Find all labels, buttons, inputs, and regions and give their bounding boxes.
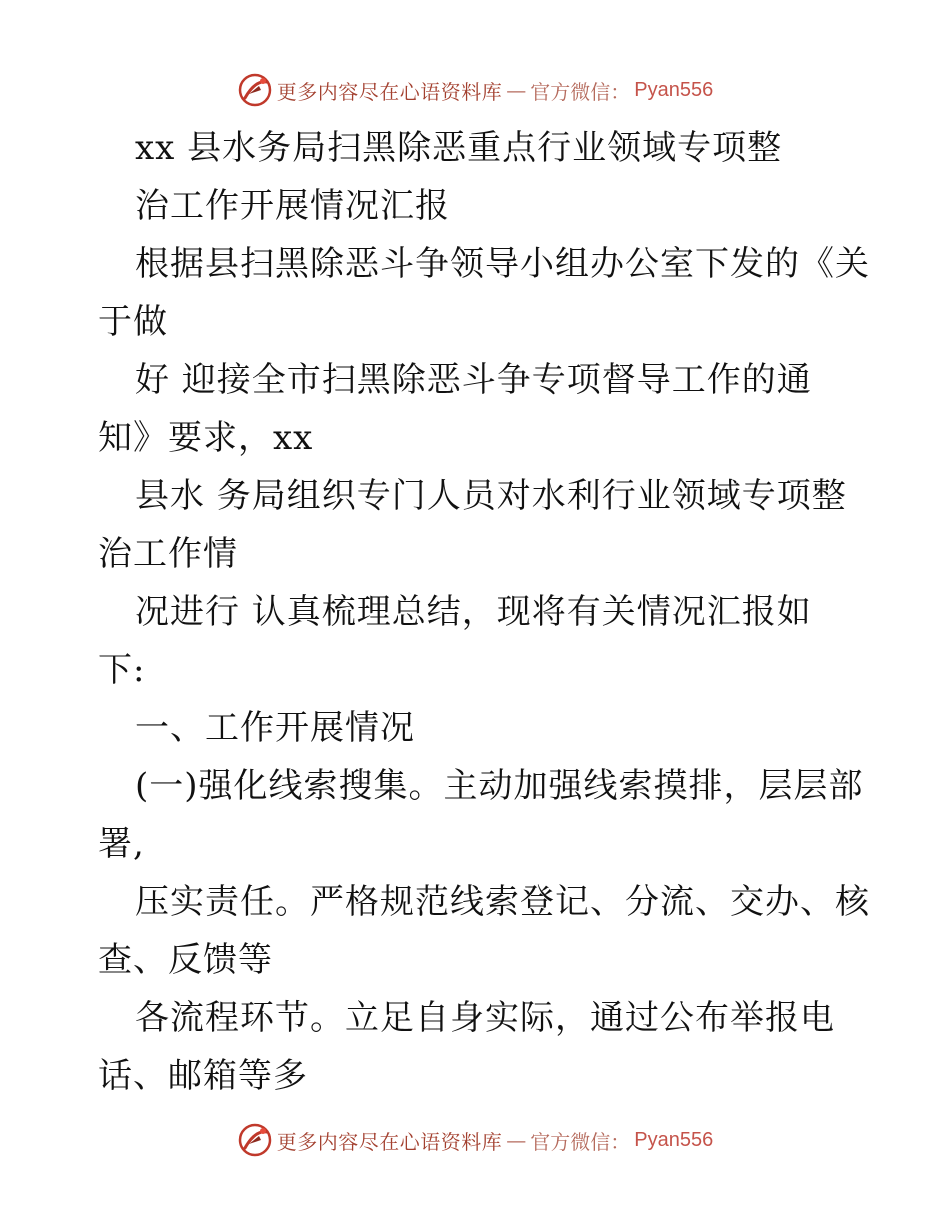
title-line-2: 治工作开展情况汇报	[135, 186, 450, 226]
body-line: 治工作情	[98, 534, 238, 574]
watermark-wechat-id: Pyan556	[634, 78, 714, 101]
logo-icon	[237, 1122, 273, 1158]
body-line: 知》要求，xx	[98, 418, 314, 458]
watermark-wechat-id: Pyan556	[634, 1128, 714, 1151]
watermark-separator: —	[506, 1128, 527, 1152]
body-line: 各流程环节。立足自身实际，通过公布举报电	[135, 998, 835, 1038]
body-line: 压实责任。严格规范线索登记、分流、交办、核	[135, 882, 870, 922]
section-heading: 一、工作开展情况	[135, 708, 415, 748]
logo-icon	[237, 72, 273, 108]
watermark-wechat-label: 官方微信：	[530, 1129, 631, 1154]
body-line: 根据县扫黑除恶斗争领导小组办公室下发的《关	[135, 244, 870, 284]
body-line: 县水 务局组织专门人员对水利行业领域专项整	[135, 476, 847, 516]
body-line: 下:	[98, 650, 146, 690]
watermark-wechat-label: 官方微信：	[530, 79, 631, 104]
body-line: 况进行 认真梳理总结，现将有关情况汇报如	[135, 592, 812, 632]
watermark-banner-top	[0, 70, 950, 110]
body-line: 好 迎接全市扫黑除恶斗争专项督导工作的通	[135, 360, 812, 400]
body-line: (一)强化线索搜集。主动加强线索摸排，层层部	[135, 766, 864, 806]
body-line: 于做	[98, 302, 168, 342]
body-line: 话、邮箱等多	[98, 1056, 308, 1096]
watermark-site-text: 更多内容尽在心语资料库	[276, 79, 503, 104]
title-line-1: xx 县水务局扫黑除恶重点行业领域专项整	[135, 128, 783, 168]
watermark-separator: —	[506, 78, 527, 102]
watermark-site-text: 更多内容尽在心语资料库	[276, 1129, 503, 1154]
body-line: 查、反馈等	[98, 940, 273, 980]
watermark-banner-bottom	[0, 1120, 950, 1160]
body-line: 署,	[98, 824, 145, 864]
